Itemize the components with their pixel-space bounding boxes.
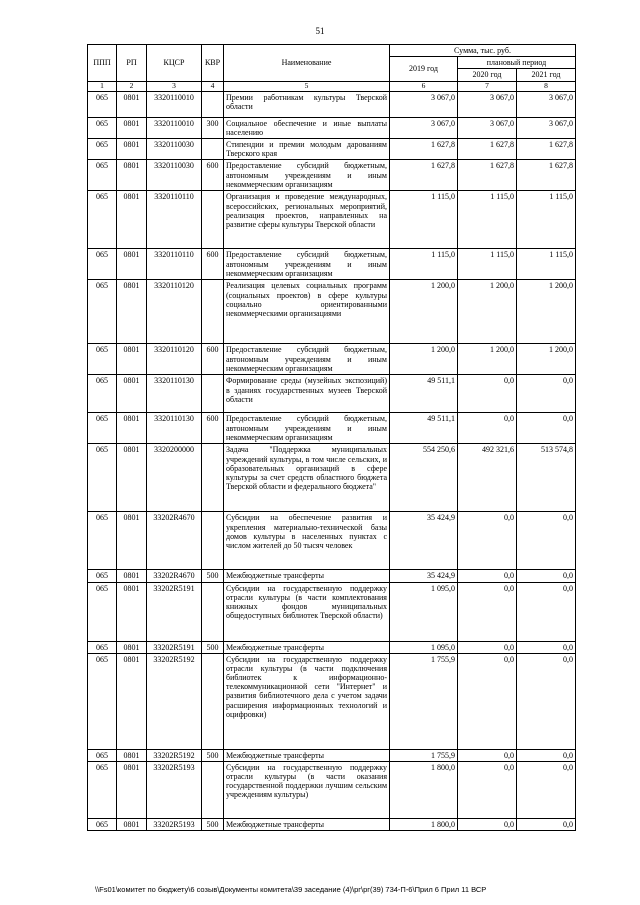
cell-ppp: 065 (88, 191, 117, 249)
table-row (88, 582, 576, 641)
cell-2020: 0,0 (458, 818, 517, 830)
cell-rp: 0801 (117, 582, 147, 641)
page-number: 51 (315, 26, 325, 36)
cell-ppp: 065 (88, 138, 117, 159)
cell-name: Субсидии на обеспечение развития и укрепления материально-технической базы домов культуры в населенных пунктах с числом жителей до 50 тысяч человек (224, 512, 390, 570)
budget-table (87, 44, 576, 831)
cell-2020: 0,0 (458, 761, 517, 818)
cell-kcsr: 3320110120 (147, 280, 202, 344)
header-kvr: КВР (202, 45, 224, 82)
table-row (88, 512, 576, 570)
cell-rp: 0801 (117, 641, 147, 653)
cell-2021: 1 200,0 (517, 344, 576, 375)
cell-kvr (202, 512, 224, 570)
header-ppp: ППП (88, 45, 117, 82)
cell-2020: 0,0 (458, 653, 517, 749)
cell-name: Организация и проведение международных, всероссийских, региональных мероприятий, реализация проектов, направленных на развитие сферы культуры Тверской области (224, 191, 390, 249)
cell-2019: 3 067,0 (390, 117, 458, 138)
cell-2021: 0,0 (517, 761, 576, 818)
header-year-2021: 2021 год (517, 69, 576, 81)
cell-2021: 0,0 (517, 582, 576, 641)
cell-2021: 1 627,8 (517, 160, 576, 191)
cell-name: Субсидии на государственную поддержку отрасли культуры (в части подключения библиотек к информационно-телекоммуникационной сети "Интернет" и развития библиотечного дела с учетом задачи расширения информационных технологий и оцифровки) (224, 653, 390, 749)
header-year-2020: 2020 год (458, 69, 517, 81)
cell-kvr (202, 138, 224, 159)
cell-kcsr: 33202R5193 (147, 818, 202, 830)
cell-2021: 3 067,0 (517, 91, 576, 117)
table-row (88, 117, 576, 138)
cell-2019: 35 424,9 (390, 512, 458, 570)
cell-kvr: 600 (202, 344, 224, 375)
table-row (88, 375, 576, 413)
cell-2020: 1 200,0 (458, 344, 517, 375)
cell-2020: 0,0 (458, 582, 517, 641)
cell-name: Субсидии на государственную поддержку отрасли культуры (в части комплектования книжных фондов муниципальных общедоступных библиотек Тверской области) (224, 582, 390, 641)
table-row (88, 818, 576, 830)
cell-kcsr: 3320110130 (147, 413, 202, 444)
cell-rp: 0801 (117, 249, 147, 280)
cell-ppp: 065 (88, 160, 117, 191)
cell-2021: 1 115,0 (517, 249, 576, 280)
cell-ppp: 065 (88, 117, 117, 138)
column-number: 4 (202, 81, 224, 91)
cell-2019: 1 800,0 (390, 761, 458, 818)
cell-ppp: 065 (88, 582, 117, 641)
cell-name: Межбюджетные трансферты (224, 749, 390, 761)
cell-ppp: 065 (88, 818, 117, 830)
cell-2021: 0,0 (517, 375, 576, 413)
cell-name: Премии работникам культуры Тверской области (224, 91, 390, 117)
cell-name: Субсидии на государственную поддержку отрасли культуры (в части оказания государственной поддержки лучшим сельским учреждениям культуры) (224, 761, 390, 818)
column-number: 8 (517, 81, 576, 91)
cell-2020: 1 200,0 (458, 280, 517, 344)
table-row (88, 280, 576, 344)
cell-name: Формирование среды (музейных экспозиций) в зданиях государственных музеев Тверской области (224, 375, 390, 413)
cell-2020: 0,0 (458, 749, 517, 761)
cell-kcsr: 3320110110 (147, 191, 202, 249)
cell-kcsr: 3320110120 (147, 344, 202, 375)
cell-ppp: 065 (88, 344, 117, 375)
header-planning-period: плановый период (458, 57, 576, 69)
cell-rp: 0801 (117, 570, 147, 582)
cell-kvr: 500 (202, 749, 224, 761)
cell-2019: 554 250,6 (390, 444, 458, 512)
column-number: 2 (117, 81, 147, 91)
cell-ppp: 065 (88, 413, 117, 444)
cell-ppp: 065 (88, 280, 117, 344)
cell-rp: 0801 (117, 191, 147, 249)
cell-kvr: 600 (202, 160, 224, 191)
table-row (88, 653, 576, 749)
cell-rp: 0801 (117, 91, 147, 117)
cell-2021: 1 200,0 (517, 280, 576, 344)
cell-2019: 49 511,1 (390, 413, 458, 444)
cell-kvr (202, 761, 224, 818)
cell-2019: 1 095,0 (390, 641, 458, 653)
cell-2019: 1 800,0 (390, 818, 458, 830)
cell-ppp: 065 (88, 375, 117, 413)
cell-2020: 3 067,0 (458, 117, 517, 138)
header-year-2019: 2019 год (390, 57, 458, 81)
cell-rp: 0801 (117, 413, 147, 444)
cell-2021: 0,0 (517, 653, 576, 749)
cell-kcsr: 3320110030 (147, 138, 202, 159)
cell-kcsr: 33202R4670 (147, 570, 202, 582)
cell-kcsr: 33202R4670 (147, 512, 202, 570)
table-row (88, 641, 576, 653)
cell-name: Предоставление субсидий бюджетным, автономным учреждениям и иным некоммерческим организациям (224, 160, 390, 191)
table-row (88, 749, 576, 761)
cell-kcsr: 3320110010 (147, 117, 202, 138)
table-row (88, 160, 576, 191)
cell-rp: 0801 (117, 444, 147, 512)
cell-2019: 3 067,0 (390, 91, 458, 117)
cell-kcsr: 33202R5192 (147, 749, 202, 761)
column-number: 1 (88, 81, 117, 91)
column-number-row (88, 81, 576, 91)
header-name: Наименование (224, 45, 390, 82)
cell-2020: 0,0 (458, 570, 517, 582)
cell-2020: 1 627,8 (458, 160, 517, 191)
cell-name: Межбюджетные трансферты (224, 818, 390, 830)
footer-file-path: \\Fs01\комитет по бюджету\6 созыв\Документы комитета\39 заседание (4)\рг\рг(39) 734-П-6\Прил 6 Прил 11 ВСР (95, 885, 487, 894)
cell-kcsr: 3320110130 (147, 375, 202, 413)
cell-2019: 1 095,0 (390, 582, 458, 641)
cell-2020: 0,0 (458, 375, 517, 413)
cell-2019: 1 200,0 (390, 280, 458, 344)
cell-ppp: 065 (88, 570, 117, 582)
cell-2021: 0,0 (517, 641, 576, 653)
cell-rp: 0801 (117, 280, 147, 344)
cell-2020: 0,0 (458, 641, 517, 653)
cell-kvr: 300 (202, 117, 224, 138)
cell-2021: 0,0 (517, 818, 576, 830)
header-sum: Сумма, тыс. руб. (390, 45, 576, 57)
cell-ppp: 065 (88, 249, 117, 280)
cell-kcsr: 33202R5191 (147, 582, 202, 641)
cell-rp: 0801 (117, 818, 147, 830)
cell-2020: 0,0 (458, 413, 517, 444)
cell-rp: 0801 (117, 653, 147, 749)
cell-kvr (202, 191, 224, 249)
cell-2021: 1 115,0 (517, 191, 576, 249)
cell-kcsr: 33202R5193 (147, 761, 202, 818)
cell-2021: 3 067,0 (517, 117, 576, 138)
header-rp: РП (117, 45, 147, 82)
cell-name: Межбюджетные трансферты (224, 641, 390, 653)
cell-name: Предоставление субсидий бюджетным, автономным учреждениям и иным некоммерческим организациям (224, 344, 390, 375)
cell-2020: 1 115,0 (458, 249, 517, 280)
cell-2021: 0,0 (517, 512, 576, 570)
header-kcsr: КЦСР (147, 45, 202, 82)
table-row (88, 761, 576, 818)
cell-rp: 0801 (117, 749, 147, 761)
cell-rp: 0801 (117, 117, 147, 138)
column-number: 5 (224, 81, 390, 91)
cell-name: Задача "Поддержка муниципальных учреждений культуры, в том числе сельских, и образовательных организаций в сфере культуры за счет средств областного бюджета Тверской области и федерального бюджета" (224, 444, 390, 512)
cell-2020: 3 067,0 (458, 91, 517, 117)
cell-2021: 0,0 (517, 749, 576, 761)
cell-2020: 1 115,0 (458, 191, 517, 249)
cell-rp: 0801 (117, 761, 147, 818)
cell-name: Реализация целевых социальных программ (социальных проектов) в сфере культуры социально ориентированными некоммерческими организациями (224, 280, 390, 344)
column-number: 7 (458, 81, 517, 91)
table-row (88, 344, 576, 375)
cell-ppp: 065 (88, 512, 117, 570)
table-row (88, 413, 576, 444)
table-row (88, 444, 576, 512)
table-header (88, 45, 576, 92)
cell-kvr (202, 653, 224, 749)
cell-kvr (202, 582, 224, 641)
cell-ppp: 065 (88, 749, 117, 761)
cell-kvr: 600 (202, 413, 224, 444)
cell-2019: 1 627,8 (390, 138, 458, 159)
cell-rp: 0801 (117, 512, 147, 570)
table-row (88, 191, 576, 249)
cell-2019: 1 755,9 (390, 749, 458, 761)
cell-2020: 1 627,8 (458, 138, 517, 159)
cell-2020: 492 321,6 (458, 444, 517, 512)
cell-2021: 0,0 (517, 570, 576, 582)
cell-kvr (202, 444, 224, 512)
table-body (88, 91, 576, 831)
cell-kcsr: 3320200000 (147, 444, 202, 512)
cell-name: Социальное обеспечение и иные выплаты населению (224, 117, 390, 138)
cell-ppp: 065 (88, 641, 117, 653)
cell-ppp: 065 (88, 653, 117, 749)
table-row (88, 91, 576, 117)
cell-kvr (202, 280, 224, 344)
cell-rp: 0801 (117, 160, 147, 191)
cell-kvr: 500 (202, 818, 224, 830)
cell-ppp: 065 (88, 91, 117, 117)
cell-name: Предоставление субсидий бюджетным, автономным учреждениям и иным некоммерческим организациям (224, 249, 390, 280)
cell-2021: 513 574,8 (517, 444, 576, 512)
cell-2020: 0,0 (458, 512, 517, 570)
cell-2019: 1 115,0 (390, 249, 458, 280)
cell-2019: 1 200,0 (390, 344, 458, 375)
cell-2019: 1 755,9 (390, 653, 458, 749)
table-row (88, 249, 576, 280)
column-number: 6 (390, 81, 458, 91)
cell-rp: 0801 (117, 138, 147, 159)
column-number: 3 (147, 81, 202, 91)
cell-kvr (202, 91, 224, 117)
cell-ppp: 065 (88, 761, 117, 818)
table-row (88, 138, 576, 159)
cell-kcsr: 3320110010 (147, 91, 202, 117)
cell-name: Предоставление субсидий бюджетным, автономным учреждениям и иным некоммерческим организациям (224, 413, 390, 444)
table-row (88, 570, 576, 582)
cell-name: Межбюджетные трансферты (224, 570, 390, 582)
cell-ppp: 065 (88, 444, 117, 512)
cell-kvr: 500 (202, 570, 224, 582)
cell-kcsr: 3320110110 (147, 249, 202, 280)
cell-kvr (202, 375, 224, 413)
cell-2019: 1 627,8 (390, 160, 458, 191)
cell-rp: 0801 (117, 375, 147, 413)
cell-name: Стипендии и премии молодым дарованиям Тверского края (224, 138, 390, 159)
cell-kvr: 500 (202, 641, 224, 653)
cell-kvr: 600 (202, 249, 224, 280)
cell-2019: 49 511,1 (390, 375, 458, 413)
cell-2019: 1 115,0 (390, 191, 458, 249)
cell-kcsr: 33202R5192 (147, 653, 202, 749)
cell-kcsr: 33202R5191 (147, 641, 202, 653)
cell-2019: 35 424,9 (390, 570, 458, 582)
cell-kcsr: 3320110030 (147, 160, 202, 191)
cell-2021: 0,0 (517, 413, 576, 444)
cell-2021: 1 627,8 (517, 138, 576, 159)
cell-rp: 0801 (117, 344, 147, 375)
